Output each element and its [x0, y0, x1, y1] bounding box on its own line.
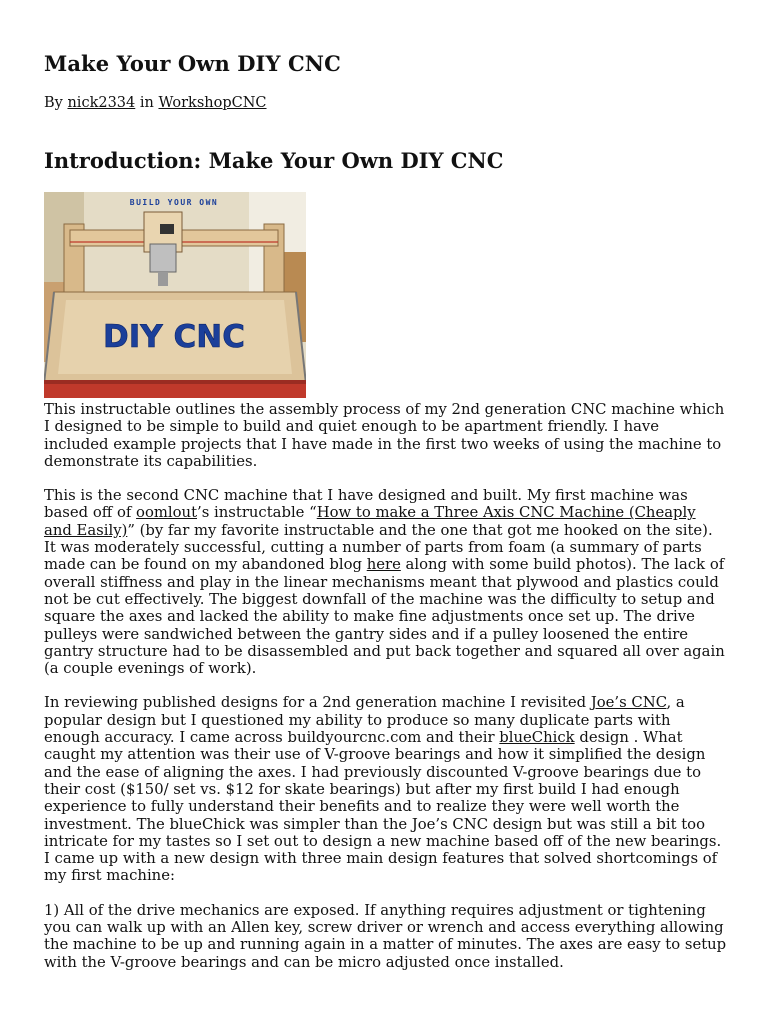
- paragraph-text: ” (by far my favorite instructable and the one that got me hooked on the site). It was moderately successful, cutting a number of parts from foam (a summary of parts made can be found on my abandoned blog: [44, 521, 713, 574]
- category-link[interactable]: WorkshopCNC: [158, 95, 267, 111]
- hero-image: [44, 192, 306, 398]
- byline-by: By: [44, 95, 68, 111]
- paragraph-text: along with some build photos). The lack of overall stiffness and play in the linear mechanisms meant that plywood and plastics could not be cut effectively. The biggest downfall of the machine was the difficulty to setup and square the axes and lacked the ability to make fine adjustments once set up. The drive pulleys were sandwiched between the gantry sides and if a pulley loosened the entire gantry structure had to be disassembled and put back together and squared all over again (a couple evenings of work).: [44, 556, 725, 678]
- paragraph: This instructable outlines the assembly process of my 2nd generation CNC machine which I designed to be simple to build and quiet enough to be apartment friendly. I have included example projects that I have made in the first two weeks of using the machine to demonstrate its capabilities.: [44, 401, 725, 470]
- image-main-text: DIY CNC: [103, 319, 245, 355]
- paragraph-text: ’s instructable “: [197, 504, 317, 522]
- paragraph: [44, 487, 728, 677]
- page-title: Make Your Own DIY CNC: [44, 51, 341, 76]
- three-axis-cnc-link[interactable]: How to make a Three Axis CNC Machine (Cheaply and Easily): [44, 504, 696, 539]
- paragraph-text: This is the second CNC machine that I have designed and built. My first machine was based off of: [44, 487, 688, 522]
- byline: [44, 93, 267, 113]
- article-body: [44, 401, 728, 988]
- paragraph-text: In reviewing published designs for a 2nd generation machine I revisited: [44, 694, 591, 712]
- image-banner-text: BUILD YOUR OWN: [129, 198, 219, 207]
- paragraph-text: , a popular design but I questioned my ability to produce so many duplicate parts with enough accuracy. I came across buildyourcnc.com and their: [44, 694, 685, 747]
- paragraph: 1) All of the drive mechanics are exposed. If anything requires adjustment or tightening you can walk up with an Allen key, screw driver or wrench and access everything allowing the machine to be up and running again in a matter of minutes. The axes are easy to setup with the V-groove bearings and can be micro adjusted once installed.: [44, 901, 727, 971]
- author-link[interactable]: nick2334: [67, 95, 136, 111]
- joes-cnc-link[interactable]: Joe’s CNC: [590, 694, 667, 712]
- byline-in: in: [135, 95, 159, 111]
- paragraph-text: design . What caught my attention was their use of V-groove bearings and how it simplified the design and the ease of aligning the axes. I had previously discounted V-groove bearings due to their cost ($150/ set vs. $12 for skate bearings) but after my first build I had enough experience to fully understand their benefits and to realize they were well worth the investment. The blueChick was simpler than the Joe’s CNC design but was still a bit too intricate for my tastes so I set out to design a new machine based off of the new bearings. I came up with a new design with three main design features that solved shortcomings of my first machine:: [44, 729, 722, 885]
- oomlout-link[interactable]: oomlout: [136, 504, 198, 522]
- bluechick-link[interactable]: blueChick: [499, 729, 575, 747]
- paragraph: [44, 694, 728, 884]
- section-title: Introduction: Make Your Own DIY CNC: [44, 148, 504, 173]
- blog-here-link[interactable]: here: [366, 556, 401, 574]
